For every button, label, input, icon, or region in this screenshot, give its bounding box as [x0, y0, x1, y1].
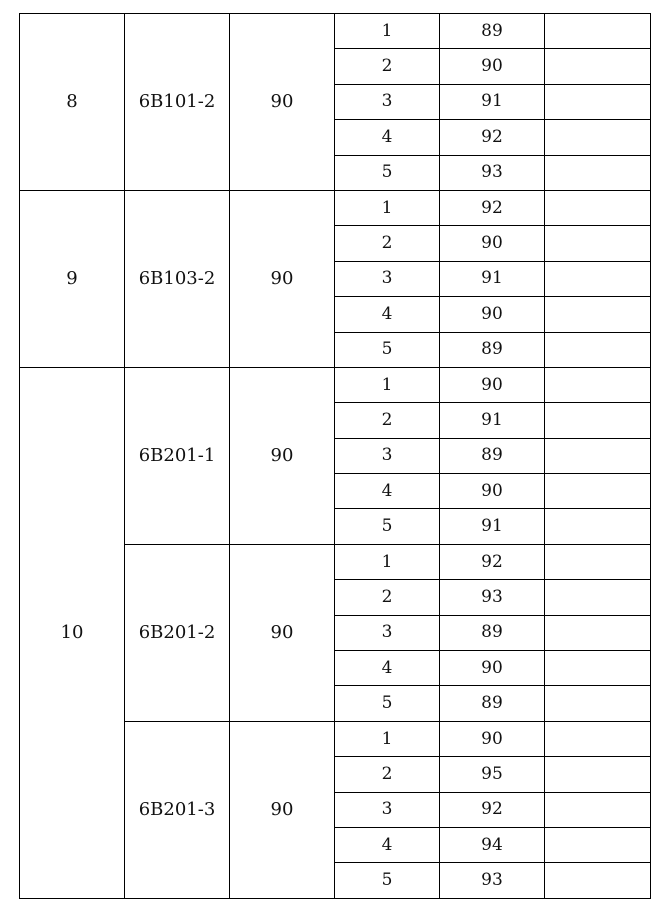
table-row [20, 190, 651, 225]
item-value-cell: 90 [230, 14, 335, 191]
row-index-cell: 5 [335, 863, 440, 898]
row-index-cell: 4 [335, 120, 440, 155]
item-value-cell: 90 [230, 544, 335, 721]
row-index-cell: 5 [335, 686, 440, 721]
row-note-cell [545, 615, 651, 650]
row-note-cell [545, 403, 651, 438]
row-note-cell [545, 580, 651, 615]
row-index-cell: 2 [335, 580, 440, 615]
row-index-cell: 3 [335, 84, 440, 119]
row-note-cell [545, 544, 651, 579]
table-row [20, 367, 651, 402]
row-index-cell: 3 [335, 261, 440, 296]
row-index-cell: 4 [335, 297, 440, 332]
row-reading-cell: 91 [440, 509, 545, 544]
table-row [20, 14, 651, 49]
row-note-cell [545, 863, 651, 898]
item-code-cell: 6B103-2 [125, 190, 230, 367]
row-index-cell: 5 [335, 332, 440, 367]
row-index-cell: 2 [335, 403, 440, 438]
row-index-cell: 3 [335, 438, 440, 473]
row-reading-cell: 90 [440, 651, 545, 686]
row-note-cell [545, 226, 651, 261]
item-value-cell: 90 [230, 190, 335, 367]
row-note-cell [545, 509, 651, 544]
row-note-cell [545, 332, 651, 367]
row-reading-cell: 92 [440, 792, 545, 827]
row-index-cell: 3 [335, 615, 440, 650]
group-number-cell: 10 [20, 367, 125, 898]
row-index-cell: 2 [335, 226, 440, 261]
row-reading-cell: 94 [440, 827, 545, 862]
row-reading-cell: 95 [440, 757, 545, 792]
group-number-cell: 8 [20, 14, 125, 191]
row-index-cell: 4 [335, 651, 440, 686]
row-index-cell: 4 [335, 474, 440, 509]
row-reading-cell: 89 [440, 686, 545, 721]
row-note-cell [545, 367, 651, 402]
row-reading-cell: 89 [440, 14, 545, 49]
row-note-cell [545, 792, 651, 827]
row-note-cell [545, 474, 651, 509]
item-value-cell: 90 [230, 367, 335, 544]
item-code-cell: 6B201-1 [125, 367, 230, 544]
row-reading-cell: 91 [440, 84, 545, 119]
row-note-cell [545, 721, 651, 756]
row-note-cell [545, 120, 651, 155]
row-index-cell: 1 [335, 721, 440, 756]
row-index-cell: 5 [335, 155, 440, 190]
row-reading-cell: 91 [440, 261, 545, 296]
row-note-cell [545, 261, 651, 296]
item-code-cell: 6B101-2 [125, 14, 230, 191]
row-reading-cell: 90 [440, 474, 545, 509]
row-reading-cell: 90 [440, 49, 545, 84]
row-reading-cell: 92 [440, 120, 545, 155]
row-reading-cell: 89 [440, 615, 545, 650]
row-note-cell [545, 14, 651, 49]
row-index-cell: 1 [335, 190, 440, 225]
item-code-cell: 6B201-2 [125, 544, 230, 721]
row-reading-cell: 90 [440, 226, 545, 261]
row-note-cell [545, 49, 651, 84]
row-note-cell [545, 757, 651, 792]
row-index-cell: 1 [335, 14, 440, 49]
row-index-cell: 4 [335, 827, 440, 862]
row-reading-cell: 89 [440, 438, 545, 473]
row-index-cell: 1 [335, 544, 440, 579]
table-body [20, 14, 651, 899]
row-note-cell [545, 155, 651, 190]
row-note-cell [545, 190, 651, 225]
row-reading-cell: 92 [440, 190, 545, 225]
row-index-cell: 5 [335, 509, 440, 544]
row-index-cell: 2 [335, 49, 440, 84]
row-reading-cell: 93 [440, 155, 545, 190]
row-note-cell [545, 686, 651, 721]
row-index-cell: 3 [335, 792, 440, 827]
row-reading-cell: 90 [440, 367, 545, 402]
row-note-cell [545, 297, 651, 332]
measurement-table [19, 13, 651, 899]
row-note-cell [545, 84, 651, 119]
row-reading-cell: 92 [440, 544, 545, 579]
row-reading-cell: 90 [440, 297, 545, 332]
row-reading-cell: 89 [440, 332, 545, 367]
row-note-cell [545, 827, 651, 862]
row-index-cell: 2 [335, 757, 440, 792]
item-code-cell: 6B201-3 [125, 721, 230, 898]
row-note-cell [545, 438, 651, 473]
item-value-cell: 90 [230, 721, 335, 898]
row-note-cell [545, 651, 651, 686]
row-reading-cell: 91 [440, 403, 545, 438]
row-reading-cell: 90 [440, 721, 545, 756]
group-number-cell: 9 [20, 190, 125, 367]
row-index-cell: 1 [335, 367, 440, 402]
row-reading-cell: 93 [440, 863, 545, 898]
row-reading-cell: 93 [440, 580, 545, 615]
